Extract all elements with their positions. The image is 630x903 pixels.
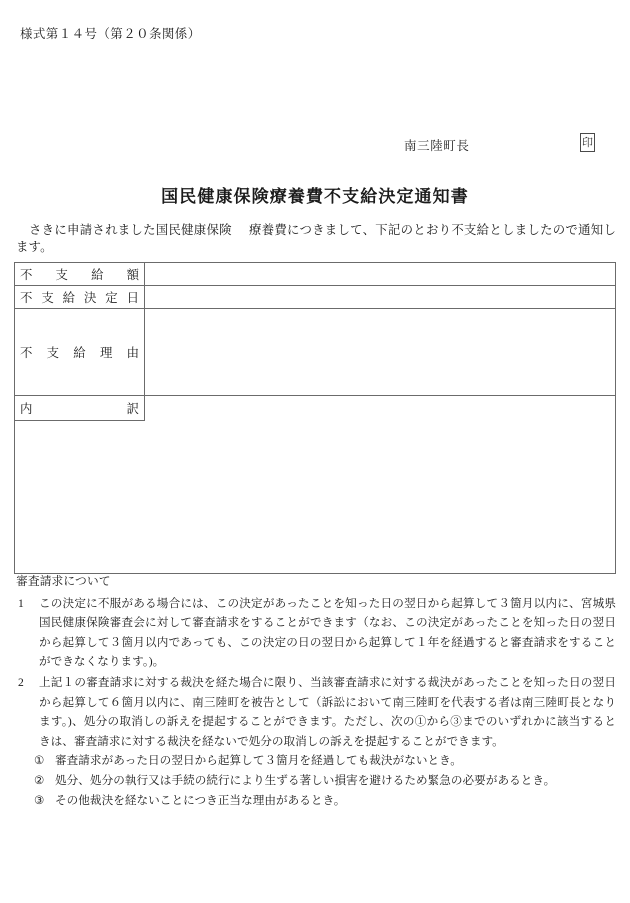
row-value-reason[interactable] xyxy=(145,309,616,396)
table-row-amount xyxy=(15,263,616,286)
issuer-row xyxy=(0,134,630,158)
appeal-item-1-marker: 1 xyxy=(18,596,24,610)
lead-paragraph xyxy=(16,222,616,256)
appeal-sub-item-1-text: 審査請求があった日の翌日から起算して３箇月を経過しても裁決がないとき。 xyxy=(55,754,462,768)
row-value-amount[interactable] xyxy=(145,263,616,286)
table-row-breakdown-openarea xyxy=(15,421,616,574)
row-label-breakdown: 内訳 xyxy=(15,396,145,421)
appeal-item-2 xyxy=(16,673,616,751)
table-row-decision-date xyxy=(15,286,616,309)
lead-text-after-blank: 療養費につきまして、下記のとおり不支給としましたので通知します。 xyxy=(16,223,616,254)
page-title: 国民健康保険療養費不支給決定通知書 xyxy=(161,187,469,206)
row-value-decision-date[interactable] xyxy=(145,286,616,309)
appeal-sub-item-3-marker: ③ xyxy=(34,793,45,807)
appeal-sub-item-1 xyxy=(16,751,616,771)
appeal-sub-item-1-marker: ① xyxy=(34,754,45,768)
appeal-item-1 xyxy=(16,594,616,672)
seal-stamp-box: 印 xyxy=(580,133,595,152)
table-row-breakdown xyxy=(15,396,616,421)
appeal-sub-item-2-marker: ② xyxy=(34,773,45,787)
lead-text-before-blank: さきに申請されました国民健康保険 xyxy=(29,223,232,237)
appeal-item-2-text: 上記１の審査請求に対する裁決を経た場合に限り、当該審査請求に対する裁決があったことを知った日の翌日から起算して６箇月以内に、南三陸町を被告として（訴訟において南三陸町を代表する者は南三陸町長となります。)、処分の取消しの訴えを提起することができます。ただし、次の①から③までのいずれかに該当するときは、審査請求に対する裁決を経ないで処分の取消しの訴えを提起することができます。 xyxy=(39,675,617,748)
decision-details-table xyxy=(14,262,616,574)
appeal-item-2-marker: 2 xyxy=(18,675,24,689)
row-label-decision-date: 不支給決定日 xyxy=(15,286,145,309)
appeal-sub-item-3-text: その他裁決を経ないことにつき正当な理由があるとき。 xyxy=(55,793,346,807)
issuer-name: 南三陸町長 xyxy=(404,139,470,153)
appeal-sub-item-2-text: 処分、処分の執行又は手続の続行により生ずる著しい損害を避けるため緊急の必要があるとき。 xyxy=(55,773,556,787)
row-label-amount: 不支給額 xyxy=(15,263,145,286)
breakdown-open-area[interactable] xyxy=(15,421,616,574)
appeal-heading: 審査請求について xyxy=(16,574,111,588)
form-number: 様式第１４号（第２０条関係） xyxy=(20,27,201,41)
table-row-reason xyxy=(15,309,616,396)
appeal-item-1-text: この決定に不服がある場合には、この決定があったことを知った日の翌日から起算して３箇月以内に、宮城県国民健康保険審査会に対して審査請求をすることができます（なお、この決定があったことを知った日の翌日から起算して３箇月以内であっても、この決定の日の翌日から起算して１年を経過すると審査請求をすることができなくなります。)。 xyxy=(39,596,616,669)
appeal-sub-item-2 xyxy=(16,771,616,791)
row-value-breakdown-spacer xyxy=(145,396,616,421)
appeal-sub-item-3 xyxy=(16,791,616,811)
appeal-notice-section xyxy=(16,572,616,810)
row-label-reason: 不支給理由 xyxy=(15,309,145,396)
